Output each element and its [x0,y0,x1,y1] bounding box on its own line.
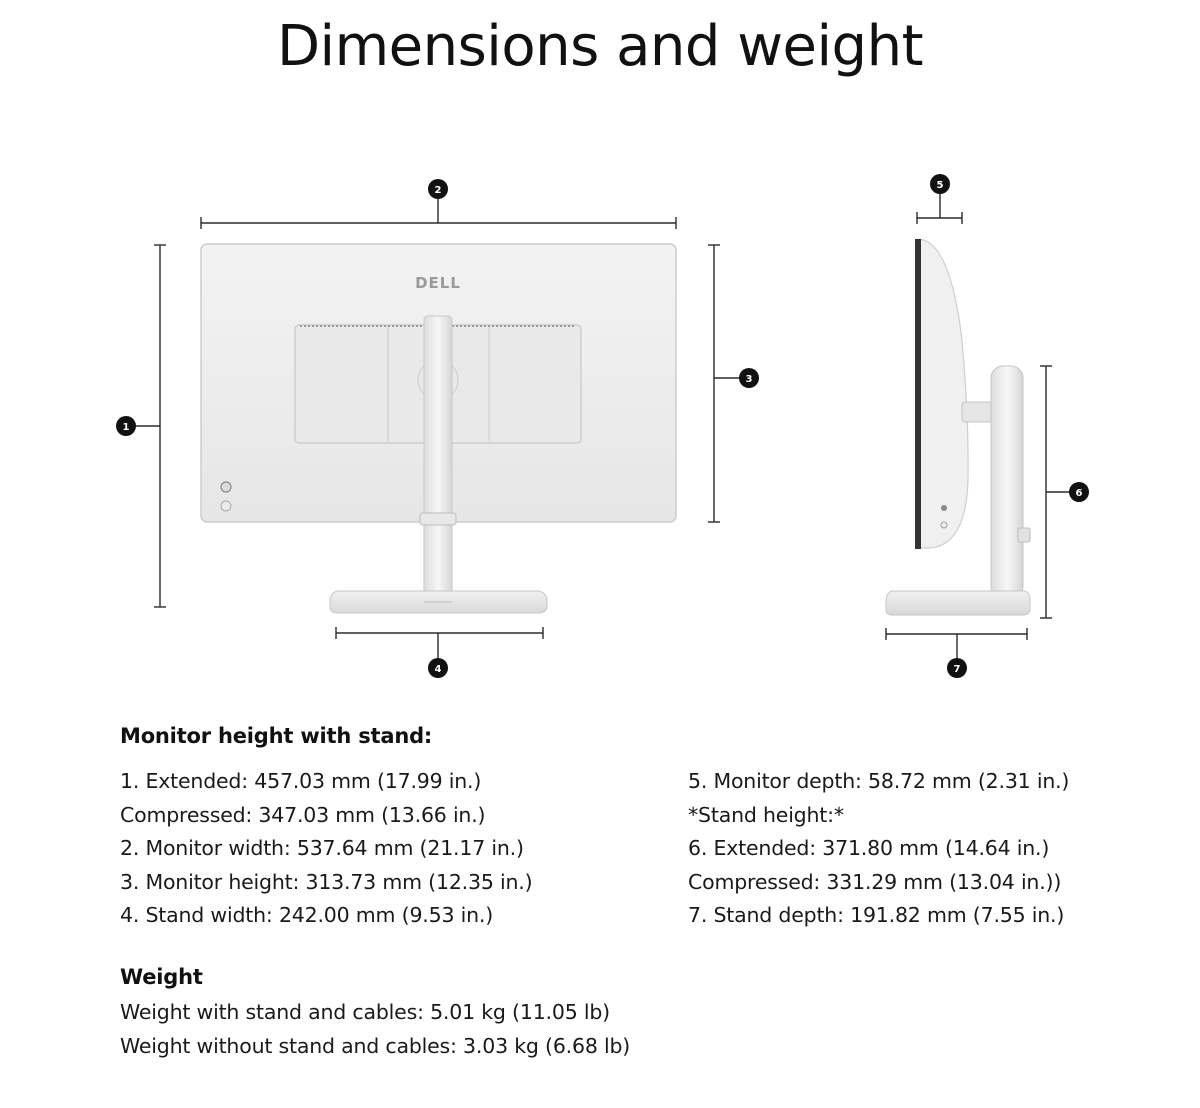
monitor-side-view [886,239,1030,615]
svg-text:2: 2 [434,185,442,196]
spec-monitor-height: 3. Monitor height: 313.73 mm (12.35 in.) [120,869,533,894]
monitor-height-heading: Monitor height with stand: [120,724,433,748]
callout-marker-7 [947,658,967,678]
spec-list-right [688,765,1069,933]
svg-text:3: 3 [745,374,753,385]
callout-marker-5 [930,174,950,194]
brand-logo: DELL [415,274,461,292]
callout-marker-1 [116,416,136,436]
spec-list-weight [120,996,630,1063]
spec-compressed-height: Compressed: 347.03 mm (13.66 in.) [120,802,486,827]
svg-text:5: 5 [936,180,944,191]
spec-extended-height: 1. Extended: 457.03 mm (17.99 in.) [120,769,482,793]
svg-text:1: 1 [122,422,130,433]
spec-stand-depth: 7. Stand depth: 191.82 mm (7.55 in.) [688,903,1065,928]
spec-monitor-width: 2. Monitor width: 537.64 mm (21.17 in.) [120,836,524,861]
spec-stand-height-label: *Stand height:* [688,802,844,827]
weight-heading: Weight [120,965,203,989]
callout-marker-2 [428,179,448,199]
spec-stand-width: 4. Stand width: 242.00 mm (9.53 in.) [120,903,494,928]
spec-list-left [120,765,532,933]
spec-monitor-depth: 5. Monitor depth: 58.72 mm (2.31 in.) [688,769,1070,793]
spec-stand-extended: 6. Extended: 371.80 mm (14.64 in.) [688,836,1050,861]
svg-text:7: 7 [953,664,961,675]
monitor-rear-view [201,244,676,613]
svg-text:6: 6 [1075,488,1083,499]
svg-text:4: 4 [434,664,442,675]
callout-marker-3 [739,368,759,388]
callout-marker-6 [1069,482,1089,502]
spec-stand-compressed: Compressed: 331.29 mm (13.04 in.)) [688,869,1062,894]
spec-weight-without-stand: Weight without stand and cables: 3.03 kg (6.68 lb) [120,1033,631,1058]
page-title: Dimensions and weight [276,14,924,79]
spec-weight-with-stand: Weight with stand and cables: 5.01 kg (11.05 lb) [120,1000,610,1024]
callout-marker-4 [428,658,448,678]
